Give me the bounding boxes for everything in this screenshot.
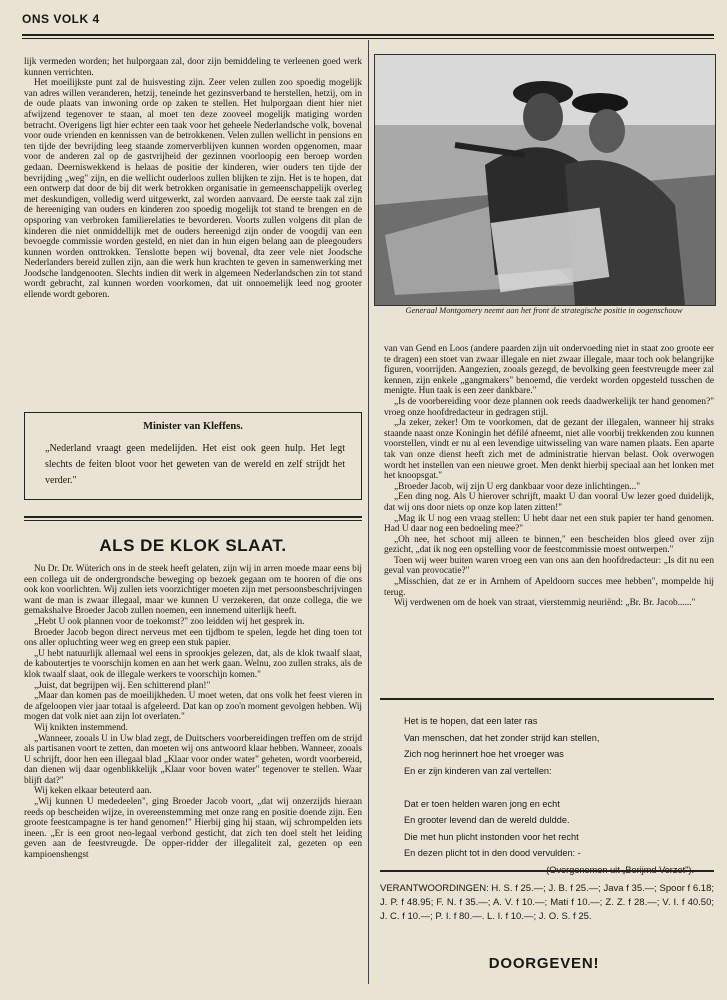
story-paragraph: Broeder Jacob begon direct nerveus met een tijdbom te spelen, legde het ding toen tot ons aller opluchting weer weg en greep een stuk papier.	[24, 627, 362, 649]
poem-line: Van menschen, dat het zonder strijd kan stellen,	[404, 732, 600, 743]
story-paragraph: „Ja zeker, zeker! Om te voorkomen, dat de gezant der illegalen, wanneer hij straks staande naast onze Koningin het défilé afneemt, niet alle voorbij trekkenden zou kunnen voorstellen, vindt er nu al een levendige uitwisseling van ware namen plaats. Een aparte tak van onze dienst heeft zich met de administratie hiervan belast. Ook overwogen wordt het instellen van een nieuwe groet. Men denkt hierbij speciaal aan het lonken met het knoopsgat."	[384, 418, 714, 482]
header-rule	[22, 34, 714, 36]
story-paragraph: „Mag ik U nog een vraag stellen: U hebt daar net een stuk papier ter hand genomen. Had U daar nog een bedoeling mee?"	[384, 513, 714, 535]
quote-box	[24, 412, 362, 500]
quote-text: „Nederland vraagt geen medelijden. Het eist ook geen hulp. Het legt slechts de feiten bloot voor het geweten van de wereld en zelf strijdt het verder."	[45, 443, 345, 486]
photo-caption: Generaal Montgomery neemt aan het front de strategische positie in oogenschouw	[405, 306, 683, 315]
pass-on-footer: DOORGEVEN!	[488, 955, 600, 972]
poem-top-rule	[380, 698, 714, 700]
story-paragraph: „Broeder Jacob, wij zijn U erg dankbaar voor deze inlichtingen..."	[394, 481, 641, 492]
poem-line: En grooter levend dan de wereld duldde.	[404, 815, 570, 825]
story-top-rule	[24, 516, 362, 518]
page-header	[22, 10, 712, 34]
story-paragraph: „Wij kunnen U mededeelen", ging Broeder Jacob voort, „dat wij onzerzijds hieraan reeds op bescheiden wijze, in overeenstemming met onze rang en positie doende zijn. Een groote feestcampagne is ter hand genomen!" Hierbij ging hij staan, wij schrompelden iets ineen. „Er is een groot neo-legaal verbond gesticht, dat zich ten doel stelt het leiding geven aan de feestvreugde. De opper-ridder der illegaliteit zal, gezeten op een kampioenshengst	[24, 797, 362, 861]
photo-illustration	[375, 55, 715, 305]
masthead: ONS VOLK 4	[22, 12, 100, 26]
accounts-top-rule	[380, 870, 714, 872]
story-paragraph: „Juist, dat begrijpen wij. Een schitterend plan!"	[34, 680, 211, 691]
article-paragraph: Het moeilijkste punt zal de huisvesting zijn. Zeer velen zullen zoo spoedig mogelijk van adres willen veranderen, hetzij, teneinde het gezinsverband te herstellen, hetzij, om in de oude plaats van inwoning orde op zaken te stellen. Het hulporgaan dient hier niet afwijzend tegenover te staan, al moet ten deze zooveel mogelijk matiging worden betracht. Overigens ligt hier echter een taak voor het geheele Nederlandsche volk, bovenal voor oude vrienden en kennissen van de betrokkenen. Velen zullen wellicht in pensions en ten tijde der bevrijding leeg staande zomerverblijven kunnen worden opgenomen, maar voor de anderen zal op de gastvrijheid der gezinnen voorloopig een beroep worden gedaan. Deerniswekkend is helaas de positie der kinderen, wier ouders ten tijde der bevrijding „weg" zijn, en die wellicht ouderloos zullen blijken te zijn. Het is te hopen, dat een ontwerp dat door de bij dit werk betrokken organisatie in gemeenschappelijk overleg met deskundigen, volledig werd uitgewerkt, zal worden aanvaard. De eerste taak zal zijn de hereeniging van ouders en kinderen zoo spoedig mogelijk tot stand te brengen en de opsporing van verbroken familierelaties te bevorderen. Voorts zullen volgens dit plan de kinderen die niet onmiddellijk met de ouders hereenigd zijn onder de voogdij van een bevoegde commissie worden gesteld, en niet dan in hun eigen belang aan de pleegouders kunnen worden onttrokken. Tenslotte bepen wij bovenal, dta zeer vele niet Joodsche Nederlanders bereid zullen zijn, aan die werk hun krachten te geven in samenwerking met Joodsche landgenooten. Slechts indien dit werk in algemeen Nederlandschen zin tot stand wordt gebracht, zal kunnen worden voorkomen, dat uit onnoemelijk leed nog grooter ellende wordt geboren.	[24, 78, 362, 301]
poem-source: (Overgenomen uit „Berijmd Verzet").	[546, 864, 694, 875]
story-paragraph: „Een ding nog. Als U hierover schrijft, maakt U dan vooral Uw lezer goed duidelijk, dat wij ons door niets op onze kop laten zitten!"	[384, 492, 714, 513]
story-paragraph: „Misschien, dat ze er in Arnhem of Apeldoorn succes mee hebben", mompelde hij terug.	[384, 577, 714, 598]
story-paragraph: „Maar dan komen pas de moeilijkheden. U moet weten, dat ons volk het feest vieren in de afgeloopen vier jaar totaal is afgeleerd. Dat kan op zoo'n moment gevolgen hebben. Wij mogen dat volk niet aan zijn lot overlaten."	[24, 691, 362, 723]
story-paragraph: Wij keken elkaar beteuterd aan.	[34, 786, 152, 797]
poem-line: Die met hun plicht instonden voor het recht	[404, 831, 579, 842]
poem-line: Zich nog herinnert hoe het vroeger was	[404, 749, 564, 759]
story-left-column	[24, 564, 362, 861]
accounts-list: VERANTWOORDINGEN: H. S. f 25.—; J. B. f 25.—; Java f 35.—; Spoor f 6.18; J. P. f 48.95; F. N. f 35.—; A. V. f 10.—; Mati f 10.—; Z. Z. f 28.—; V. I. f 40.50; J. C. f 10.—; P. I. f 80.—. L. I. f 10.—; J. O. S. f 25.	[380, 883, 714, 922]
article-paragraph: lijk vermeden worden; het hulporgaan zal, door zijn bemiddeling te verleenen goed werk kunnen verrichten.	[24, 57, 362, 78]
story-paragraph: „U hebt natuurlijk allemaal wel eens in sprookjes gelezen, dat, als de klok twaalf slaat, de kaboutertjes te voorschijn komen en aan het werk gaan. Welnu, zoo zullen straks, als de klok twaalf slaat, ook de illegale werkers te voorschijn komen."	[24, 648, 362, 680]
left-article	[24, 57, 362, 301]
news-photo	[374, 54, 716, 306]
story-right-column	[384, 344, 714, 609]
story-paragraph: van van Gend en Loos (andere paarden zijn uit ondervoeding niet in staat zoo groote eer te dragen) een stoet van zwaar illegale en niet zwaar illegale, maar toch ook belangrijke figuren, voorrijden. Aangezien, zooals gezegd, de bevolking geen feestvreugde meer zal kennen, zijn enkele „gangmakers" benoemd, die verdekt worden opgesteld tusschen de menigte. Hun taak is een zeer dankbare."	[384, 344, 714, 397]
poem-line: Het is te hopen, dat een later ras	[404, 716, 538, 726]
column-divider	[368, 40, 369, 984]
story-top-rule-thin	[24, 520, 362, 521]
poem-line: En dezen plicht tot in den dood vervulden: -	[404, 848, 581, 858]
story-paragraph: Nu Dr. Dr. Wüterich ons in de steek heeft gelaten, zijn wij in arren moede maar eens bij een collega uit de ondergrondsche beweging op bezoek gegaan om te hooren of die ons ook kon voorlichten. Wij zullen iets voorzichtiger moeten zijn met persoonsbeschrijvingen want de man is zwaar illegaal, maar we kunnen U verzekeren, dat onze collega, die we gemakshalve Broeder Jacob zullen noemen, een innemend uiterlijk heeft.	[24, 564, 362, 617]
poem	[404, 713, 704, 878]
header-rule-thin	[22, 38, 714, 39]
story-paragraph: „Wanneer, zooals U in Uw blad zegt, de Duitschers voorbereidingen treffen om de strijd als partisanen voort te zetten, dan moeten wij ons antwoord klaar hebben. Wanneer, zooals U schrijft, door hen een illegaal blad „Klaar voor onder water" geheten, wordt voorbereid, dan dienen wij daar ogenblikkelijk „Klaar voor boven water" tegenover te stellen. Waar blijft dat?"	[24, 733, 362, 786]
story-paragraph: Wij verdwenen om de hoek van straat, vierstemmig neuriënd: „Br. Br. Jacob......"	[394, 598, 696, 609]
story-headline: ALS DE KLOK SLAAT.	[99, 536, 287, 555]
story-paragraph: „Hebt U ook plannen voor de toekomst?" zoo leidden wij het gesprek in.	[34, 616, 305, 627]
quote-title: Minister van Kleffens.	[143, 421, 243, 432]
story-paragraph: Wij knikten instemmend.	[34, 722, 128, 733]
story-paragraph: Toen wij weer buiten waren vroeg een van ons aan den hoofdredacteur: „Is dit nu een geval van provocatie?"	[384, 555, 714, 577]
story-paragraph: „Is de voorbereiding voor deze plannen ook reeds daadwerkelijk ter hand genomen?" vroeg onze hoofdredacteur in gedragen stijl.	[384, 396, 714, 418]
poem-blank-line	[404, 779, 704, 796]
poem-line: En er zijn kinderen van zal vertellen:	[404, 765, 552, 776]
story-paragraph: „Oh nee, het schoot mij alleen te binnen," een bescheiden blos gleed over zijn gezicht, „dat ik nog een opstelling voor de feestcommissie moest ontwerpen."	[384, 534, 714, 556]
poem-line: Dat er toen helden waren jong en echt	[404, 798, 560, 809]
